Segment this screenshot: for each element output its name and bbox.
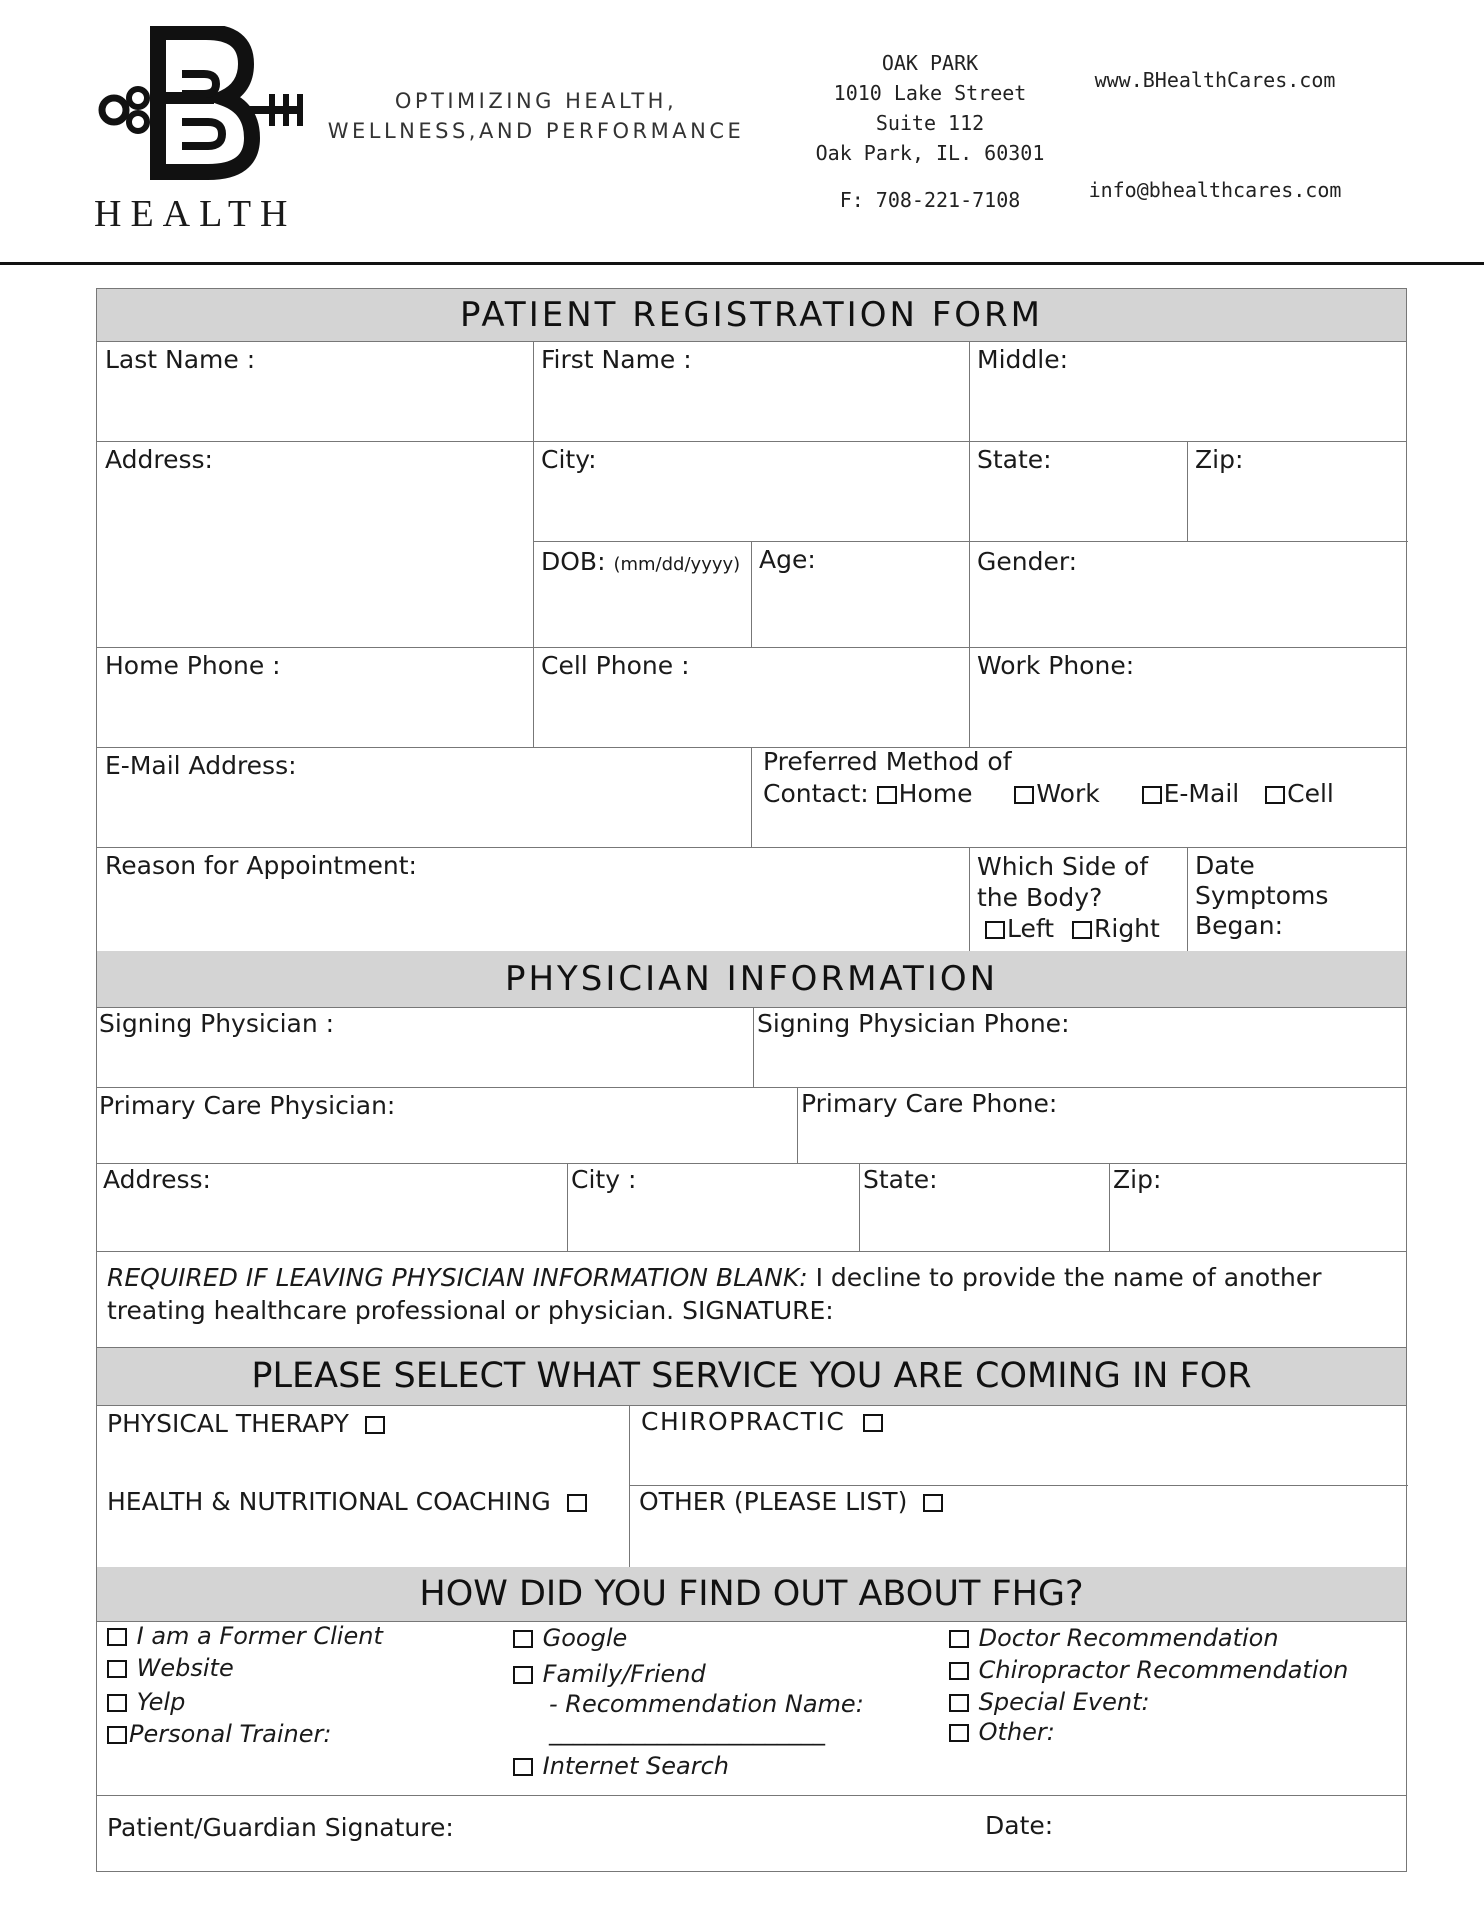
section-title-referral: HOW DID YOU FIND OUT ABOUT FHG? bbox=[97, 1567, 1406, 1621]
decline-text: I decline to provide the name of another bbox=[807, 1263, 1322, 1292]
divider bbox=[859, 1163, 860, 1251]
reason-field[interactable]: Reason for Appointment: bbox=[105, 851, 417, 880]
divider bbox=[97, 341, 1406, 342]
side-right-checkbox[interactable] bbox=[1072, 921, 1092, 939]
referral-special-event[interactable]: Special Event: bbox=[949, 1687, 1150, 1717]
divider bbox=[97, 1163, 1406, 1164]
patient-signature-field[interactable]: Patient/Guardian Signature: bbox=[107, 1813, 454, 1842]
referral-website[interactable]: Website bbox=[107, 1653, 234, 1683]
primary-care-phone-field[interactable]: Primary Care Phone: bbox=[801, 1089, 1058, 1118]
referral-yelp[interactable]: Yelp bbox=[107, 1687, 185, 1717]
referral-personal-trainer[interactable]: Personal Trainer: bbox=[107, 1719, 331, 1749]
physical-therapy-label: PHYSICAL THERAPY bbox=[107, 1409, 349, 1438]
body-side-label: the Body? bbox=[977, 883, 1103, 912]
divider bbox=[969, 847, 970, 951]
cell-phone-field[interactable]: Cell Phone : bbox=[541, 651, 690, 680]
date-symptoms-label: Symptoms bbox=[1195, 881, 1329, 910]
divider bbox=[97, 1795, 1406, 1796]
date-symptoms-field[interactable] bbox=[1195, 851, 1328, 941]
divider bbox=[97, 847, 1406, 848]
state-field[interactable]: State: bbox=[977, 445, 1052, 474]
side-left-checkbox[interactable] bbox=[985, 921, 1005, 939]
age-field[interactable]: Age: bbox=[759, 545, 816, 574]
divider bbox=[97, 1087, 1406, 1088]
contact-label: Contact: bbox=[763, 779, 869, 808]
contact-email-label: E-Mail bbox=[1163, 779, 1240, 808]
b-logo-icon bbox=[96, 26, 316, 206]
divider bbox=[969, 441, 970, 647]
tagline-line: OPTIMIZING HEALTH, bbox=[394, 89, 678, 113]
decline-signature-line[interactable]: treating healthcare professional or physician. SIGNATURE: bbox=[107, 1296, 834, 1325]
referral-doctor[interactable]: Doctor Recommendation bbox=[949, 1623, 1279, 1653]
other-service-checkbox[interactable] bbox=[923, 1494, 943, 1512]
body-side-options bbox=[977, 913, 1160, 944]
referral-chiropractor[interactable]: Chiropractor Recommendation bbox=[949, 1655, 1348, 1685]
divider bbox=[1109, 1163, 1110, 1251]
physician-state-field[interactable]: State: bbox=[863, 1165, 938, 1194]
physical-therapy-checkbox[interactable] bbox=[365, 1416, 385, 1434]
email-link[interactable]: info@bhealthcares.com bbox=[1088, 178, 1342, 202]
referral-internet-search[interactable]: Internet Search bbox=[513, 1751, 729, 1781]
registration-form bbox=[96, 288, 1407, 1872]
section-title-patient: PATIENT REGISTRATION FORM bbox=[97, 289, 1406, 341]
signing-physician-phone-field[interactable]: Signing Physician Phone: bbox=[757, 1009, 1070, 1038]
website-link[interactable]: www.BHealthCares.com bbox=[1094, 68, 1336, 92]
date-symptoms-label: Date bbox=[1195, 851, 1255, 880]
home-phone-field[interactable]: Home Phone : bbox=[105, 651, 281, 680]
coaching-label: HEALTH & NUTRITIONAL COACHING bbox=[107, 1487, 551, 1516]
divider bbox=[753, 1007, 754, 1087]
referral-other[interactable]: Other: bbox=[949, 1717, 1055, 1747]
divider bbox=[533, 647, 534, 747]
divider bbox=[629, 1405, 630, 1567]
address-line: 1010 Lake Street bbox=[833, 81, 1027, 105]
primary-care-field[interactable]: Primary Care Physician: bbox=[99, 1091, 396, 1120]
logo-wordmark: HEALTH bbox=[94, 193, 297, 235]
body-side-label: Which Side of bbox=[977, 852, 1149, 881]
section-title-services: PLEASE SELECT WHAT SERVICE YOU ARE COMING IN FOR bbox=[97, 1347, 1406, 1405]
signing-physician-field[interactable]: Signing Physician : bbox=[99, 1009, 335, 1038]
address-line: Oak Park, IL. 60301 bbox=[815, 141, 1045, 165]
divider bbox=[97, 1405, 1406, 1406]
last-name-field[interactable]: Last Name : bbox=[105, 345, 256, 374]
tagline-line: WELLNESS,AND PERFORMANCE bbox=[327, 119, 745, 143]
address-line: Suite 112 bbox=[875, 111, 985, 135]
other-service-label: OTHER (PLEASE LIST) bbox=[639, 1487, 908, 1516]
divider bbox=[1187, 441, 1188, 541]
chiropractic-label: CHIROPRACTIC bbox=[641, 1407, 846, 1436]
divider bbox=[533, 541, 1408, 542]
signature-date-field[interactable]: Date: bbox=[985, 1811, 1054, 1840]
physician-address-field[interactable]: Address: bbox=[103, 1165, 211, 1194]
physician-city-field[interactable]: City : bbox=[571, 1165, 637, 1194]
middle-name-field[interactable]: Middle: bbox=[977, 345, 1069, 374]
header-divider bbox=[0, 262, 1484, 265]
recommendation-name-label: - Recommendation Name: bbox=[549, 1690, 864, 1718]
divider bbox=[97, 1251, 1406, 1252]
service-other bbox=[639, 1487, 945, 1517]
decline-physician-statement bbox=[107, 1261, 1322, 1327]
divider bbox=[97, 647, 1406, 648]
divider bbox=[567, 1163, 568, 1251]
fax-number: F: 708-221-7108 bbox=[839, 188, 1021, 212]
date-symptoms-label: Began: bbox=[1195, 911, 1283, 940]
physician-zip-field[interactable]: Zip: bbox=[1113, 1165, 1162, 1194]
recommendation-name-input[interactable]: _______________________ bbox=[549, 1718, 825, 1746]
contact-work-label: Work bbox=[1036, 779, 1100, 808]
body-side-question bbox=[977, 851, 1160, 944]
divider bbox=[97, 1347, 1406, 1348]
divider bbox=[629, 1485, 1408, 1486]
divider bbox=[969, 647, 970, 747]
preferred-contact-label: Preferred Method of bbox=[763, 747, 1012, 776]
zip-field[interactable]: Zip: bbox=[1195, 445, 1244, 474]
section-title-physician: PHYSICIAN INFORMATION bbox=[97, 951, 1406, 1007]
referral-google[interactable]: Google bbox=[513, 1623, 627, 1653]
preferred-contact-options bbox=[763, 779, 1334, 809]
tagline bbox=[326, 86, 746, 146]
divider bbox=[1187, 847, 1188, 951]
divider bbox=[97, 441, 1406, 442]
work-phone-field[interactable]: Work Phone: bbox=[977, 651, 1135, 680]
email-field[interactable]: E-Mail Address: bbox=[105, 751, 297, 780]
contact-email-checkbox[interactable] bbox=[1142, 786, 1162, 804]
divider bbox=[97, 1007, 1406, 1008]
decline-required-note: REQUIRED IF LEAVING PHYSICIAN INFORMATION BLANK: bbox=[107, 1263, 808, 1292]
clinic-address bbox=[800, 48, 1060, 168]
first-name-field[interactable]: First Name : bbox=[541, 345, 692, 374]
decline-statement-line bbox=[107, 1261, 1322, 1294]
address-line: OAK PARK bbox=[881, 51, 979, 75]
referral-family-friend[interactable]: Family/Friend bbox=[513, 1659, 706, 1689]
side-right-label: Right bbox=[1094, 914, 1160, 943]
divider bbox=[533, 441, 534, 647]
divider bbox=[751, 747, 752, 847]
service-physical-therapy bbox=[107, 1409, 387, 1439]
side-left-label: Left bbox=[1007, 914, 1055, 943]
divider bbox=[751, 541, 752, 647]
chiropractic-checkbox[interactable] bbox=[863, 1414, 883, 1432]
coaching-checkbox[interactable] bbox=[567, 1494, 587, 1512]
dob-label: DOB: bbox=[541, 547, 606, 576]
gender-field[interactable]: Gender: bbox=[977, 547, 1078, 576]
service-chiropractic bbox=[641, 1407, 885, 1437]
service-coaching bbox=[107, 1487, 589, 1517]
contact-cell-checkbox[interactable] bbox=[1265, 786, 1285, 804]
dob-format-hint: (mm/dd/yyyy) bbox=[613, 554, 741, 575]
divider bbox=[969, 341, 970, 441]
contact-home-label: Home bbox=[898, 779, 973, 808]
contact-work-checkbox[interactable] bbox=[1014, 786, 1034, 804]
divider bbox=[533, 341, 534, 441]
contact-cell-label: Cell bbox=[1287, 779, 1334, 808]
dob-field[interactable] bbox=[541, 547, 740, 580]
address-field[interactable]: Address: bbox=[105, 445, 213, 474]
contact-home-checkbox[interactable] bbox=[877, 786, 897, 804]
divider bbox=[797, 1087, 798, 1163]
referral-former-client[interactable]: I am a Former Client bbox=[107, 1621, 383, 1651]
city-field[interactable]: City: bbox=[541, 445, 597, 474]
